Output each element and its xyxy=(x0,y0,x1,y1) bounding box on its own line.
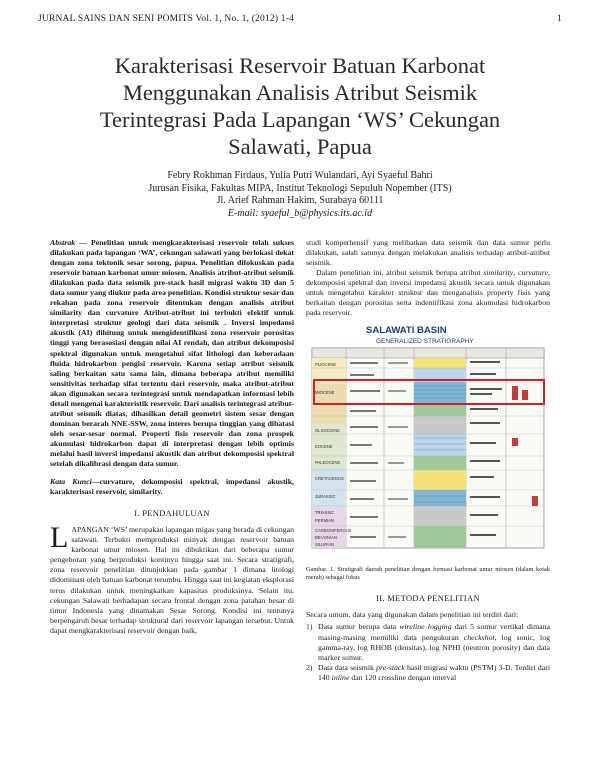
term-checkshot: checkshot xyxy=(463,632,495,642)
age-label: PERMIAN xyxy=(315,518,335,524)
method-paragraph xyxy=(306,268,550,318)
left-column xyxy=(50,238,294,636)
text-span: Dalam penelitian ini, atribut seismik berupa atribut xyxy=(316,268,484,278)
strata-band xyxy=(414,470,466,490)
strata-band xyxy=(414,434,466,456)
abstract xyxy=(50,238,294,469)
age-label: CARBONIFEROUS xyxy=(315,528,352,534)
methods-intro: Secara umum, data yang digunakan dalam penelitian ini terdiri dari: xyxy=(306,610,519,620)
affiliation: Jurusan Fisika, Fakultas MIPA, Institut Teknologi Sepuluh Nopember (ITS) xyxy=(148,182,452,194)
keywords xyxy=(50,477,294,497)
strata-band xyxy=(414,526,466,548)
section-heading-methods: II. METODA PENELITIAN xyxy=(376,593,480,604)
section-heading-introduction: I. PENDAHULUAN xyxy=(134,508,210,519)
introduction-paragraph xyxy=(50,521,294,636)
term-curvature: curvature xyxy=(518,268,549,278)
age-label: OLIGOCENE xyxy=(315,428,340,434)
stratigraphy-chart xyxy=(306,346,550,551)
figure-stratigraphy xyxy=(306,326,550,562)
title-line: Terintegrasi Pada Lapangan ‘WS’ Cekungan xyxy=(99,107,501,132)
title-line: Salawati, Papua xyxy=(228,134,372,159)
age-label: EOCENE xyxy=(315,444,333,450)
age-label: PALEOCENE xyxy=(315,460,341,466)
strata-band xyxy=(414,506,466,526)
age-label: JURASSIC xyxy=(315,494,336,500)
page-number: 1 xyxy=(557,14,562,24)
title-block xyxy=(40,52,560,220)
text-span: Data sumur berupa data xyxy=(318,622,400,632)
strata-band xyxy=(414,382,466,404)
age-label: CRETACEOUS xyxy=(315,476,344,482)
drop-cap: L xyxy=(50,521,69,555)
age-label: MIOCENE xyxy=(315,390,335,396)
paper-title xyxy=(40,52,560,160)
right-column xyxy=(306,238,550,683)
list-item xyxy=(306,622,550,662)
list-text xyxy=(318,622,550,662)
age-label: PLIOCENE xyxy=(315,362,337,368)
abstract-lead: Abstrak — xyxy=(50,238,87,247)
strata-band xyxy=(414,456,466,470)
age-label: SILURIAN xyxy=(315,542,335,548)
age-band xyxy=(312,468,346,508)
title-line: Karakterisasi Reservoir Batuan Karbonat xyxy=(114,53,486,78)
text-span: dan 120 crossline dengan interval xyxy=(349,672,457,682)
strata-band xyxy=(414,358,466,368)
text-span: , xyxy=(513,268,519,278)
journal-name: JURNAL SAINS DAN SENI POMITS Vol. 1, No. 1, (2012) 1-4 xyxy=(38,14,295,24)
chart-header xyxy=(312,348,544,358)
list-item xyxy=(306,663,550,683)
list-number: 1) xyxy=(306,622,313,632)
title-line: Menggunakan Analisis Atribut Seismik xyxy=(122,80,478,105)
figure-title: SALAWATI BASIN xyxy=(366,325,447,337)
strata-band xyxy=(414,404,466,416)
text-span: , log sonic, log gamma-ray, log RHOB (densitas), log NPHI (neutron porosity) dan data marker sumur. xyxy=(318,632,550,662)
text-span: Data data seismik xyxy=(318,662,377,672)
figure-subtitle: GENERALIZED STRATIGRAPHY xyxy=(376,338,474,346)
text-span: , dekomposisi spektral dan inversi impedansi akustik secara untuk digunakan untuk mengetahui karakter struktur dan menganalisis property fisis yang berkaitan dengan porositas serta indentifikasi zona akumulasi hidrokarbon pada reservoir. xyxy=(306,268,550,318)
text-span: dari 5 sumur vertikal dimana masing-masing memiliki data pengukuran xyxy=(318,622,550,642)
address: Jl. Arief Rahman Hakim, Surabaya 60111 xyxy=(216,195,384,206)
term-prestack: pre-stack xyxy=(376,662,405,672)
keywords-label: Kata Kunci xyxy=(50,477,92,487)
term-wireline: wireline logging xyxy=(399,622,452,632)
running-head xyxy=(38,14,562,24)
email: E-mail: syaeful_b@physics.its.ac.id xyxy=(227,207,373,219)
continued-paragraph: studi komperhensif yang melibatkan data seismik dan data sumur perlu dilakukan, salah satunya dengan melakukan analisis terhadap atribut-atribut seismik. xyxy=(306,238,550,268)
data-list xyxy=(306,622,550,682)
age-label: TRIASSIC xyxy=(315,510,335,516)
list-text xyxy=(318,663,550,683)
introduction-text: APANGAN ‘WS’ merupakan lapangan migas yang berada di cekungan salawati. Terbukti memproduksi minyak dengan reservoir batuan karbonat umur miosen. Hal ini dibuktikan dari beberapa sumur pengeboran yang berproduksi kontinyu hingga saat ini. Secara stratigrafi, zona reservoir penelitian ditunjukkan pada gambar 1 dimana litologi didominasi oleh batuan karbonat terumbu. Hingga saat ini kegiatan eksplorasi terus dilakukan untuk meningkatkan kapasitas produksinya. Selain itu, cekungan Salawati berhadapan secara frontal dengan zona patahan besar di timur Indonesia yang dinamakan Sesar Sorong. Kondisi ini tentunya berpengaruh besar terhadap struktural dari reservoir lapangan tersebut. Untuk dapat mengkarakterisasi reservoir dengan baik, xyxy=(50,525,294,635)
keywords-text: —curvature, dekomposisi spektral, impedansi akustik, karakterisasi reservoir, similarity. xyxy=(50,477,294,497)
term-similarity: similarity xyxy=(483,268,514,278)
authors: Febry Rokhman Firdaus, Yulia Putri Wulandari, Ayi Syaeful Bahri xyxy=(167,170,433,181)
figure-caption: Gambar. 1. Stratigrafi daerah penelitian dengan formasi karbonat umur miosen (dalam kotak merah) sebagai fokus xyxy=(306,566,550,582)
list-number: 2) xyxy=(306,662,313,672)
strata-band xyxy=(414,416,466,434)
term-inline: inline xyxy=(331,672,350,682)
age-label: DEVONIAN xyxy=(315,535,337,541)
abstract-text: Penelitian untuk mengkarakterisasi reservoir telah sukses dilakukan pada lapangan ‘WA’, cekungan salawati yang berlokasi dekat dengan zona tektonik sesar sorong, papua. Penelitian difokuskan pada reservoir batuan karbonat umur miosen. Analisis atribut-atribut seismik dilakukan pada data seismik pre-stack hasil migrasi waktu 3D dan 5 data sumur yang diukur pada area penelitian. Kondisi struktur sesar dan rekahan pada zona reservoir ditentukan dengan analisis atribut similarity dan curvature Atribut-atribut ini terbukti efektif untuk interpretasi struktur geologi dari data seismik . Inversi impedansi akustik (AI) dihitung untuk mengidentifikasi zona reservoir porositas tinggi yang berasosiasi dengan nilai AI rendah, dan atribut dekomposisi spektral digunakan untuk mengetahui sifat lithologi dan keberadaan fluida hidrokarbon pengisi reservoir. Karena setiap atribut seismik saling berkaitan satu sama lain, dimana beberapa atribut memiliki sensitivitas terhadap sifat tertentu dari reservoir, maka atribut-atribut akan digunakan secara terintegrasi untuk mendapatkan informasi lebih detail mengenai karakteristik reservoir. Dari analisis terintegrasi atribut-atribut seismik diatas, dihasilkan detail geometri sistem sesar dengan dominan berarah NNE-SSW, zona interes berupa tinggian yang dibatasi oleh sesar-sesar normal. Properti fisis reservoir dan zona prospek akumulasi hidrokarbon dapat di interpretasi dengan lebih optimis melalui hasil inversi impedansi akustik dan atribut dekomposisi spektral setelah dikalibrasi dengan data sumur. xyxy=(50,238,294,469)
text-span: hasil migrasi waktu (PSTM) 3-D. Terdiri dari 140 xyxy=(318,662,550,682)
strata-band xyxy=(414,490,466,506)
